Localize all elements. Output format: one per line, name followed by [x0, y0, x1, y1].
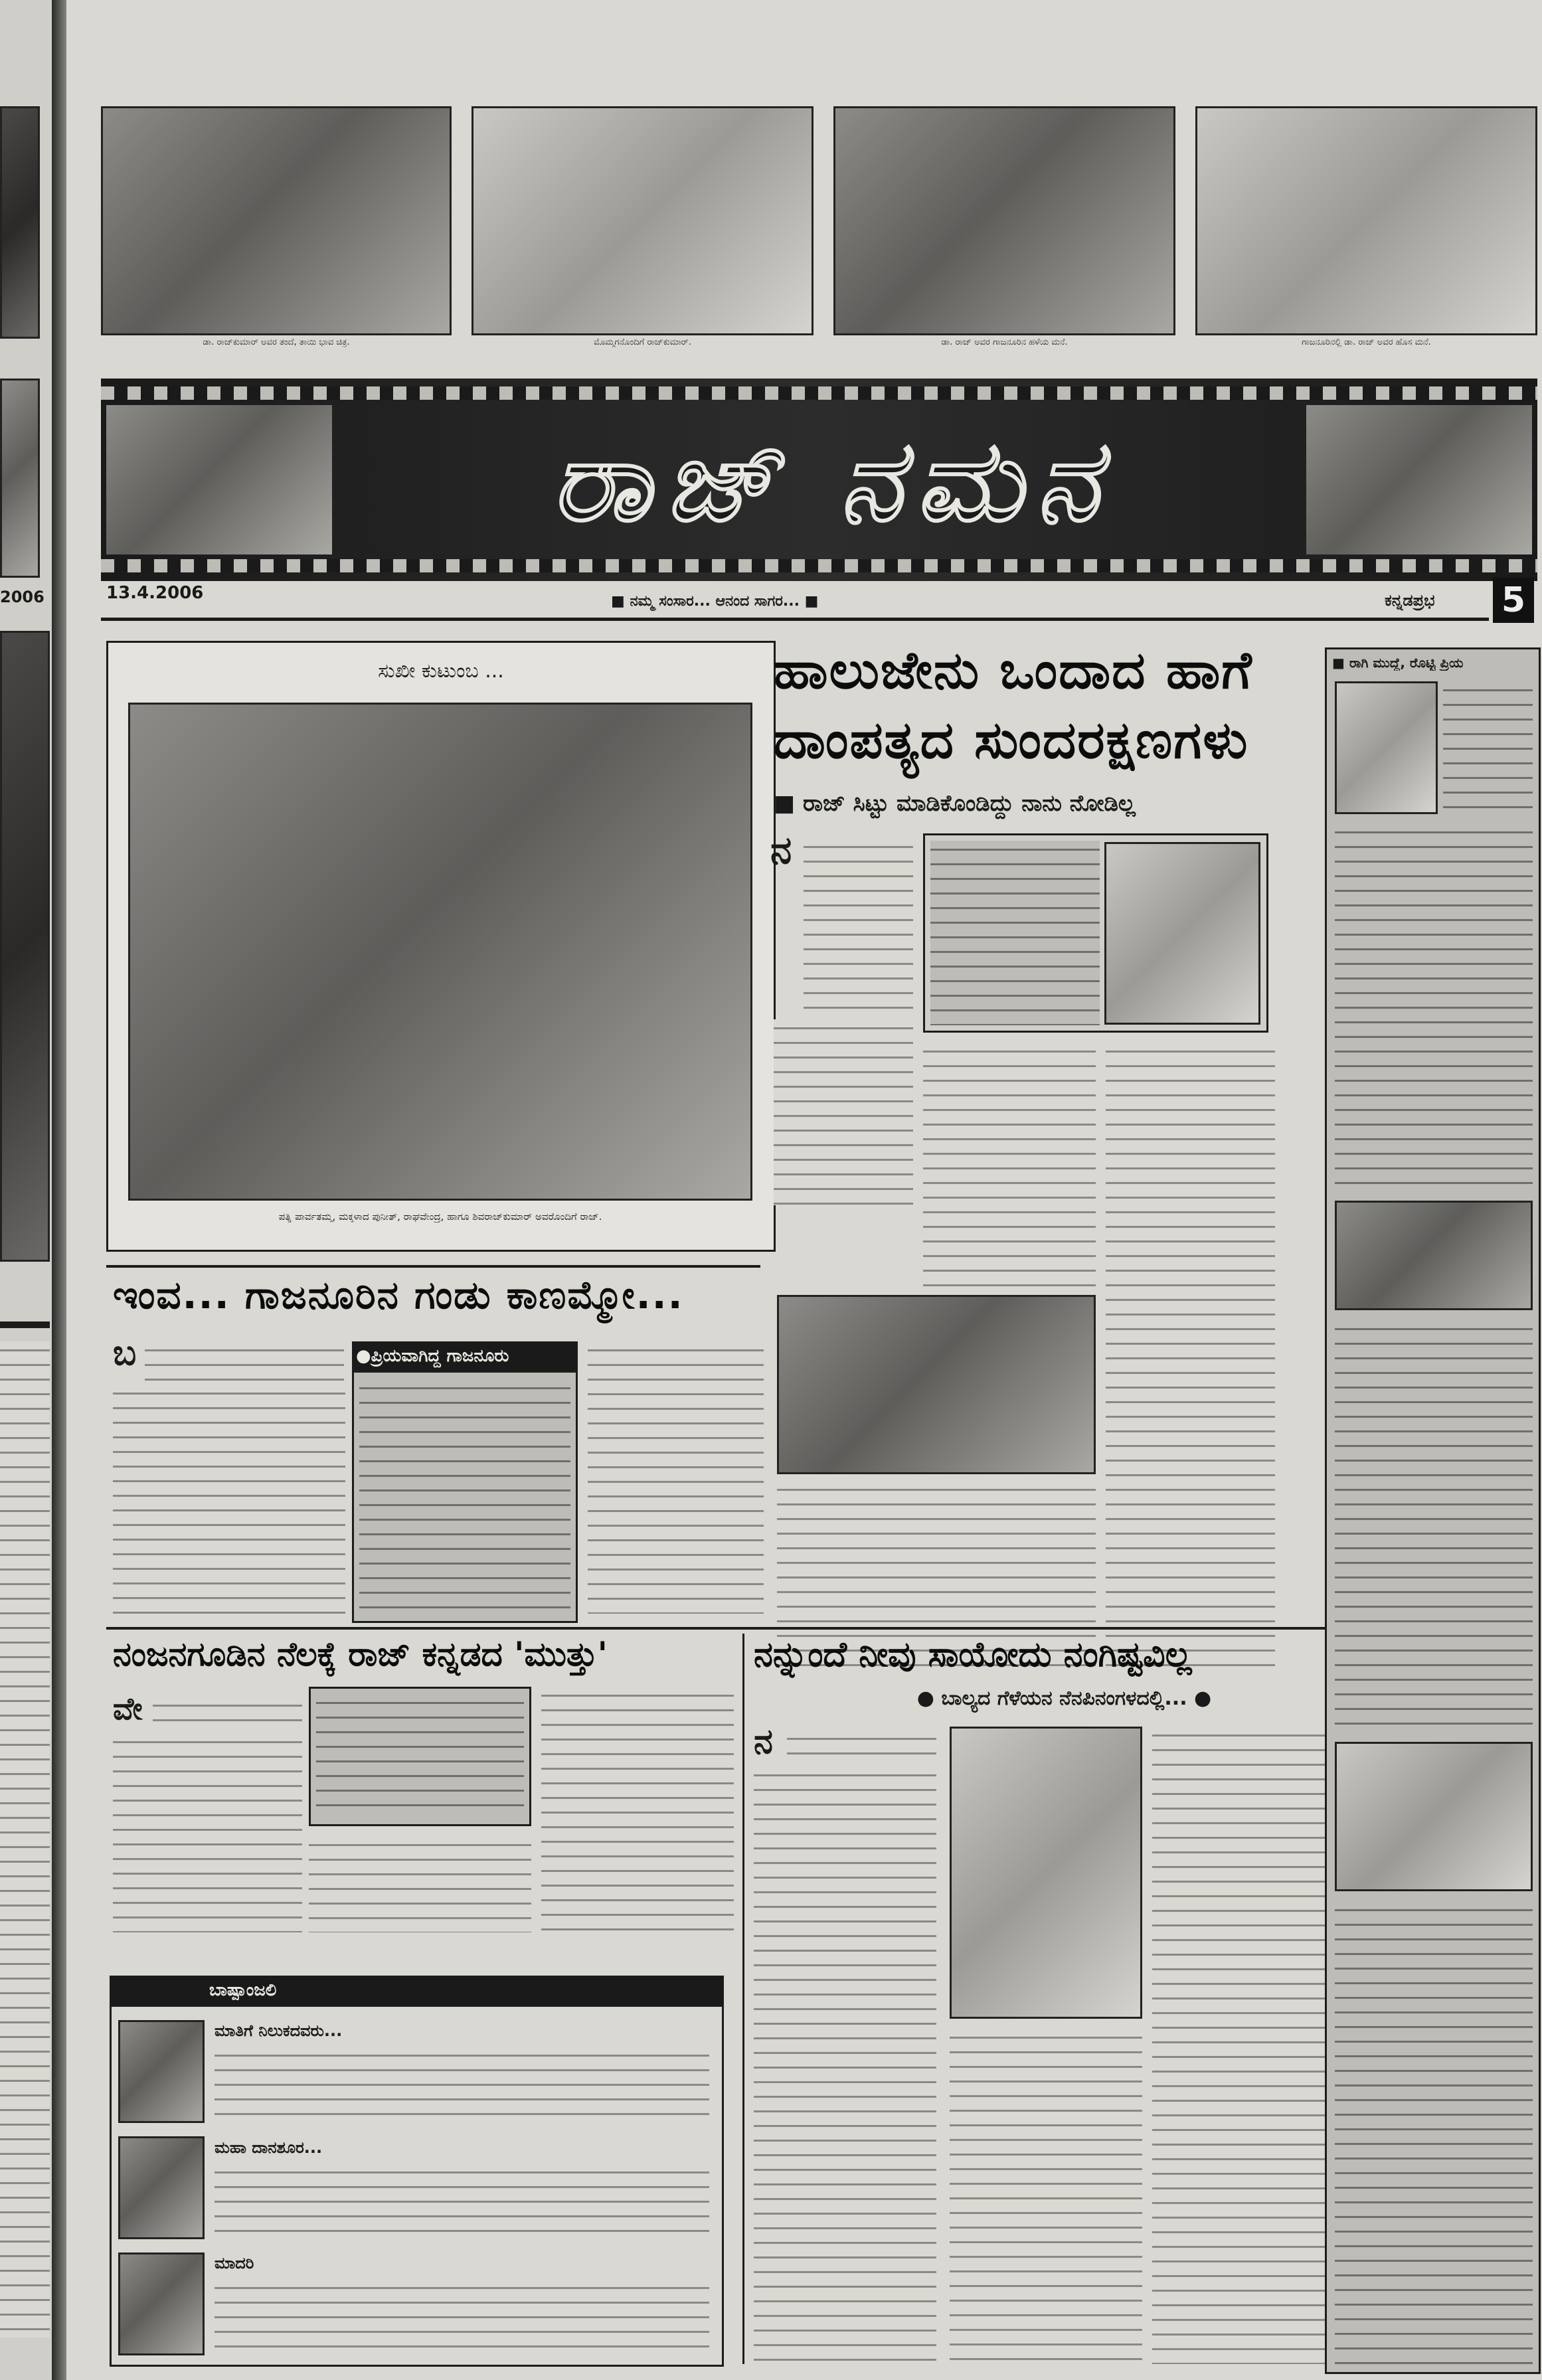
- lead-body-col1b: [774, 1019, 913, 1205]
- gajanur-body-col1: [145, 1341, 344, 1381]
- nanjangud-quote-text: [316, 1694, 524, 1819]
- photo-caption: ಮೊಮ್ಮಗನೊಂದಿಗೆ ರಾಜ್‌ಕುಮಾರ್.: [594, 337, 691, 347]
- gajanur-dropcap: ಬ: [113, 1333, 137, 1373]
- right-column-house-photo: [1335, 1742, 1533, 1891]
- nanjangud-headline: ನಂಜನಗೂಡಿನ ನೆಲಕ್ಕೆ ರಾಜ್ ಕನ್ನಡದ 'ಮುತ್ತು': [113, 1635, 608, 1673]
- lead-quote-text: [930, 841, 1100, 1025]
- parvathamma-photo: [1104, 842, 1260, 1025]
- right-column-box: [1325, 647, 1541, 2374]
- gajanur-top-rule: [106, 1265, 760, 1268]
- previous-page-text: [0, 1341, 50, 2338]
- page-number: 5: [1493, 578, 1534, 623]
- previous-page-photo: [0, 106, 40, 339]
- right-column-photo: [1335, 1201, 1533, 1310]
- newspaper-page: [66, 0, 1542, 2380]
- tribute-title: ಮಹಾ ದಾನಶೂರ...: [214, 2138, 323, 2157]
- nanjangud-body-col1b: [113, 1733, 302, 1932]
- lead-dropcap: ನ: [770, 827, 792, 873]
- right-column-text: [1335, 823, 1533, 1192]
- tribute-title: ಮಾದರಿ: [214, 2254, 254, 2272]
- film-strip-top: [101, 386, 1537, 400]
- nanjangud-body-col3: [541, 1687, 734, 1932]
- raj-portrait-photo: [950, 1727, 1142, 2019]
- masthead-banner: [101, 379, 1537, 581]
- parents-photo: [101, 106, 452, 335]
- tribute-portrait: [118, 2020, 205, 2123]
- nanjangud-body-col2: [309, 1836, 531, 1932]
- gajanur-sidebar-text: [359, 1379, 570, 1615]
- lead-headline-line1: ಹಾಲುಜೇನು ಒಂದಾದ ಹಾಗೆ: [774, 641, 1253, 701]
- new-house-photo: [1195, 106, 1537, 335]
- previous-page-rule: [0, 1321, 50, 1328]
- tribute-portrait: [118, 2252, 205, 2355]
- tribute-portrait: [118, 2136, 205, 2239]
- tribute-text: [214, 2047, 709, 2120]
- nanjangud-quote-box: [309, 1687, 531, 1826]
- photo-caption: ಡಾ. ರಾಜ್ ಅವರ ಗಾಜನೂರಿನ ಹಳೆಯ ಮನೆ.: [941, 337, 1068, 347]
- family-photo-box: [106, 641, 776, 1252]
- masthead-title: ರಾಜ್ ನಮನ: [551, 416, 1112, 547]
- lead-body-col3: [1106, 1043, 1275, 1670]
- tributes-box: [110, 2005, 724, 2367]
- friend-headline: ನನ್ನುಂದೆ ನೀವು ಸಾಯೋದು ನಂಗಿಷ್ಟವಿಲ್ಲ: [754, 1635, 1192, 1675]
- right-column-header: ■ ರಾಗಿ ಮುದ್ದೆ, ರೊಟ್ಟಿ ಪ್ರಿಯ: [1332, 655, 1464, 671]
- previous-page-date: 2006: [0, 588, 44, 606]
- right-column-text: [1443, 681, 1533, 814]
- family-caption: ಪತ್ನಿ ಪಾರ್ವತಮ್ಮ, ಮಕ್ಕಳಾದ ಪುನೀತ್, ರಾಘವೇಂದ್ರ, ಹಾಗೂ ಶಿವರಾಜ್‌ಕುಮಾರ್ ಅವರೊಂದಿಗೆ ರಾಜ್.: [278, 1211, 602, 1223]
- family-label: ಸುಖೀ ಕುಟುಂಬ ...: [378, 659, 504, 683]
- tribute-title: ಮಾತಿಗೆ ನಿಲುಕದವರು...: [214, 2021, 343, 2040]
- lead-body-col2: [923, 1043, 1096, 1295]
- gajanur-body-col1b: [113, 1385, 345, 1614]
- lead-body-col1: [804, 838, 913, 1017]
- lead-subhead: ■ ರಾಜ್ ಸಿಟ್ಟು ಮಾಡಿಕೊಂಡಿದ್ದು ನಾನು ನೋಡಿಲ್ಲ: [774, 790, 1136, 817]
- nanjangud-dropcap: ವೇ: [113, 1691, 143, 1727]
- right-column-text: [1335, 1320, 1533, 1732]
- raj-portrait-left: [106, 405, 332, 554]
- dateline-paper: ಕನ್ನಡಪ್ರಭ: [1385, 591, 1435, 610]
- tribute-text: [214, 2279, 709, 2352]
- nanjangud-top-rule: [106, 1627, 1501, 1630]
- previous-page-photo: [0, 379, 40, 578]
- photo-caption: ಡಾ. ರಾಜ್‌ಕುಮಾರ್ ಅವರ ತಂದೆ, ತಾಯಿ ಭಾವ ಚಿತ್ರ.: [203, 337, 350, 347]
- lead-quote-box: [923, 833, 1268, 1033]
- column-divider: [742, 1634, 744, 2364]
- gajanur-body-col3: [588, 1341, 764, 1614]
- dateline-date: 13.4.2006: [106, 583, 204, 603]
- old-house-photo: [833, 106, 1175, 335]
- right-column-text: [1335, 1901, 1533, 2366]
- gajanur-headline: ಇಂವ... ಗಾಜನೂರಿನ ಗಂಡು ಕಾಣಮ್ಮೋ...: [113, 1272, 684, 1318]
- previous-page-photo: [0, 631, 50, 1262]
- friend-body-col1: [754, 1766, 936, 2364]
- film-strip-bottom: [101, 559, 1537, 572]
- friend-body-col2: [950, 2029, 1142, 2364]
- friend-body-col1b: [787, 1730, 936, 1763]
- lead-headline-line2: ದಾಂಪತ್ಯದ ಸುಂದರಕ್ಷಣಗಳು: [774, 711, 1249, 770]
- gajanur-sidebar-label: ●ಪ್ರಿಯವಾಗಿದ್ದ ಗಾಜನೂರು: [352, 1341, 578, 1371]
- dateline-rule: [101, 618, 1489, 621]
- tribute-text: [214, 2164, 709, 2237]
- friend-subhead: ● ಬಾಲ್ಯದ ಗೆಳೆಯನ ನೆನಪಿನಂಗಳದಲ್ಲಿ... ●: [916, 1687, 1212, 1710]
- raj-with-child-photo: [777, 1295, 1096, 1474]
- page-fold-shadow: [52, 0, 68, 2380]
- dateline-tagline: ■ ನಮ್ಮ ಸಂಸಾರ... ಆನಂದ ಸಾಗರ... ■: [611, 593, 819, 610]
- grandson-photo: [471, 106, 814, 335]
- gajanur-sidebar-box: [352, 1371, 578, 1623]
- right-column-portrait: [1335, 681, 1438, 814]
- tributes-header: ಬಾಷ್ಪಾಂಜಲಿ: [110, 1976, 724, 2005]
- nanjangud-body-col1: [153, 1697, 302, 1730]
- photo-caption: ಗಾಜನೂರಿನಲ್ಲಿ ಡಾ. ರಾಜ್ ಅವರ ಹೊಸ ಮನೆ.: [1302, 337, 1431, 347]
- family-photo: [128, 703, 752, 1201]
- friend-dropcap: ನ: [754, 1722, 773, 1762]
- raj-portrait-right: [1306, 405, 1532, 554]
